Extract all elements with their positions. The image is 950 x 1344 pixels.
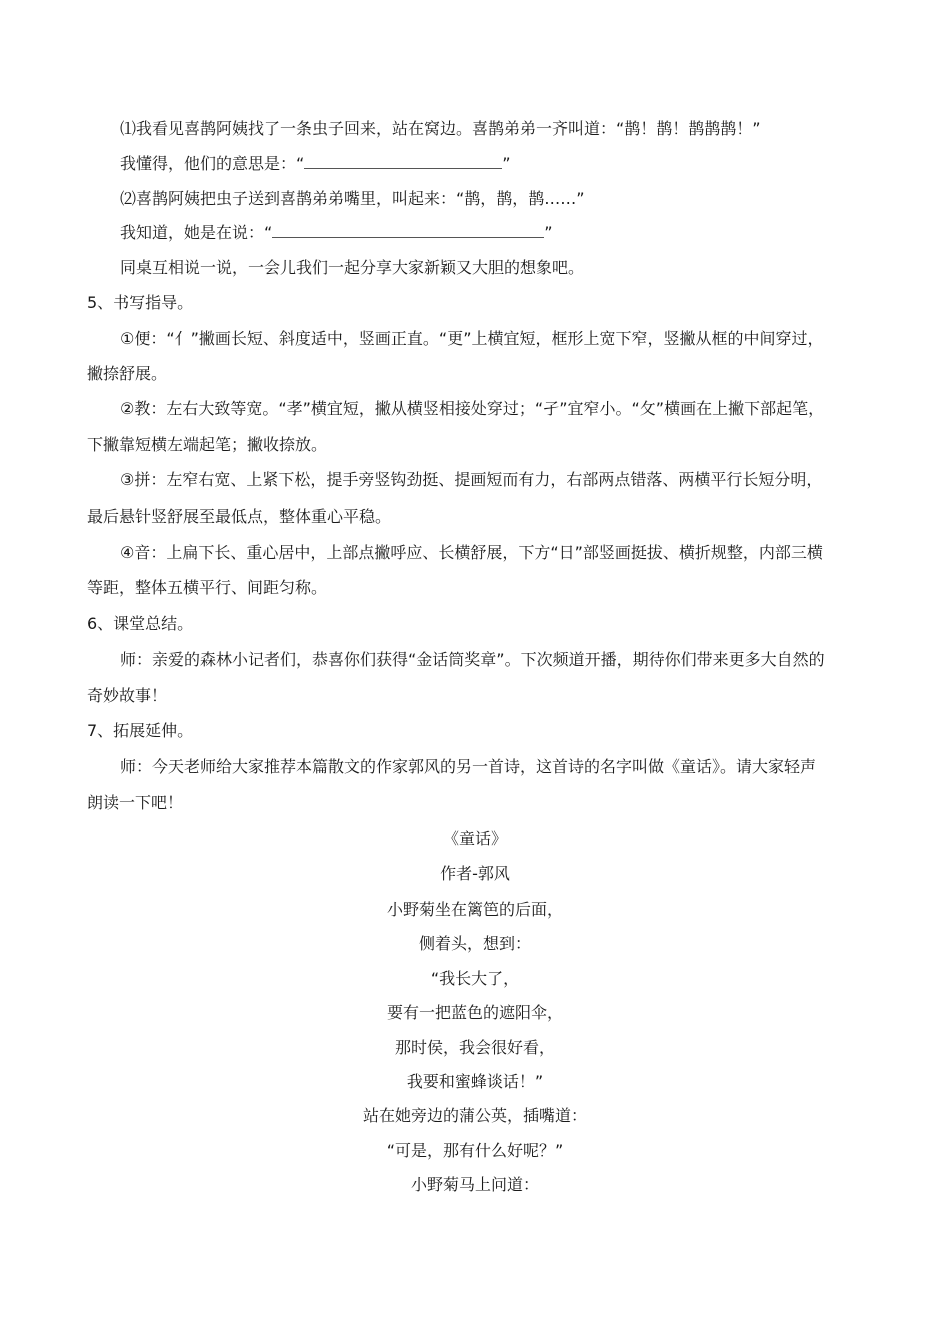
section-7-heading: 7、拓展延伸。 xyxy=(87,721,194,740)
poem-line: 小野菊马上问道： xyxy=(410,1175,539,1194)
exercise-item-1: ⑴我看见喜鹊阿姨找了一条虫子回来，站在窝边。喜鹊弟弟一齐叫道：“鹊！鹊！鹊鹊鹊！” xyxy=(120,119,761,138)
poem-line: 我要和蜜蜂谈话！” xyxy=(406,1072,544,1091)
share-instruction: 同桌互相说一说，一会儿我们一起分享大家新颖又大胆的想象吧。 xyxy=(120,258,585,277)
writing-guide-3-line-1: ③拼：左窄右宽、上紧下松，提手旁竖钩劲挺、提画短而有力，右部两点错落、两横平行长短分明， xyxy=(120,470,823,489)
summary-line-1: 师：亲爱的森林小记者们，恭喜你们获得“金话筒奖章”。下次频道开播，期待你们带来更多大自然的 xyxy=(120,650,825,669)
poem-line: 小野菊坐在篱笆的后面， xyxy=(386,900,563,919)
extension-line-1: 师：今天老师给大家推荐本篇散文的作家郭风的另一首诗，这首诗的名字叫做《童话》。请大家轻声 xyxy=(120,757,817,776)
poem-line: 要有一把蓝色的遮阳伞， xyxy=(386,1003,563,1022)
poem-line: 站在她旁边的蒲公英，插嘴道： xyxy=(362,1106,587,1125)
answer-suffix: ” xyxy=(502,154,511,173)
extension-line-2: 朗读一下吧！ xyxy=(87,793,184,812)
writing-guide-2-line-2: 下撇靠短横左端起笔；撇收捺放。 xyxy=(87,435,328,454)
answer-blank-2[interactable] xyxy=(272,223,544,238)
exercise-item-1-answer xyxy=(120,153,511,175)
writing-guide-1-line-2: 撇捺舒展。 xyxy=(87,364,168,383)
poem-line: 侧着头，想到： xyxy=(418,934,531,953)
poem-line: “我长大了， xyxy=(430,969,520,988)
answer-suffix: ” xyxy=(544,223,553,242)
poem-line: 那时侯，我会很好看， xyxy=(394,1038,555,1057)
section-6-heading: 6、课堂总结。 xyxy=(87,614,194,633)
answer-blank-1[interactable] xyxy=(304,154,502,169)
writing-guide-3-line-2: 最后悬针竖舒展至最低点，整体重心平稳。 xyxy=(87,507,392,526)
summary-line-2: 奇妙故事！ xyxy=(87,686,168,705)
section-5-heading: 5、书写指导。 xyxy=(87,293,194,312)
answer-prefix: 我知道，她是在说：“ xyxy=(120,223,273,242)
poem-title: 《童话》 xyxy=(442,829,507,848)
writing-guide-4-line-1: ④音：上扁下长、重心居中，上部点撇呼应、长横舒展，下方“日”部竖画挺拔、横折规整，内部三横 xyxy=(120,543,823,562)
writing-guide-4-line-2: 等距，整体五横平行、间距匀称。 xyxy=(87,578,328,597)
writing-guide-2-line-1: ②教：左右大致等宽。“孝”横宜短，撇从横竖相接处穿过；“孑”宜窄小。“攵”横画在上撇下部起笔， xyxy=(120,399,825,418)
poem-author: 作者-郭风 xyxy=(440,864,510,883)
exercise-item-2-answer xyxy=(120,222,553,244)
poem-line: “可是，那有什么好呢？” xyxy=(386,1141,564,1160)
writing-guide-1-line-1: ①便：“亻”撇画长短、斜度适中，竖画正直。“更”上横宜短，框形上宽下窄，竖撇从框的中间穿过， xyxy=(120,329,824,348)
exercise-item-2: ⑵喜鹊阿姨把虫子送到喜鹊弟弟嘴里，叫起来：“鹊，鹊，鹊……” xyxy=(120,189,585,208)
answer-prefix: 我懂得，他们的意思是：“ xyxy=(120,154,305,173)
